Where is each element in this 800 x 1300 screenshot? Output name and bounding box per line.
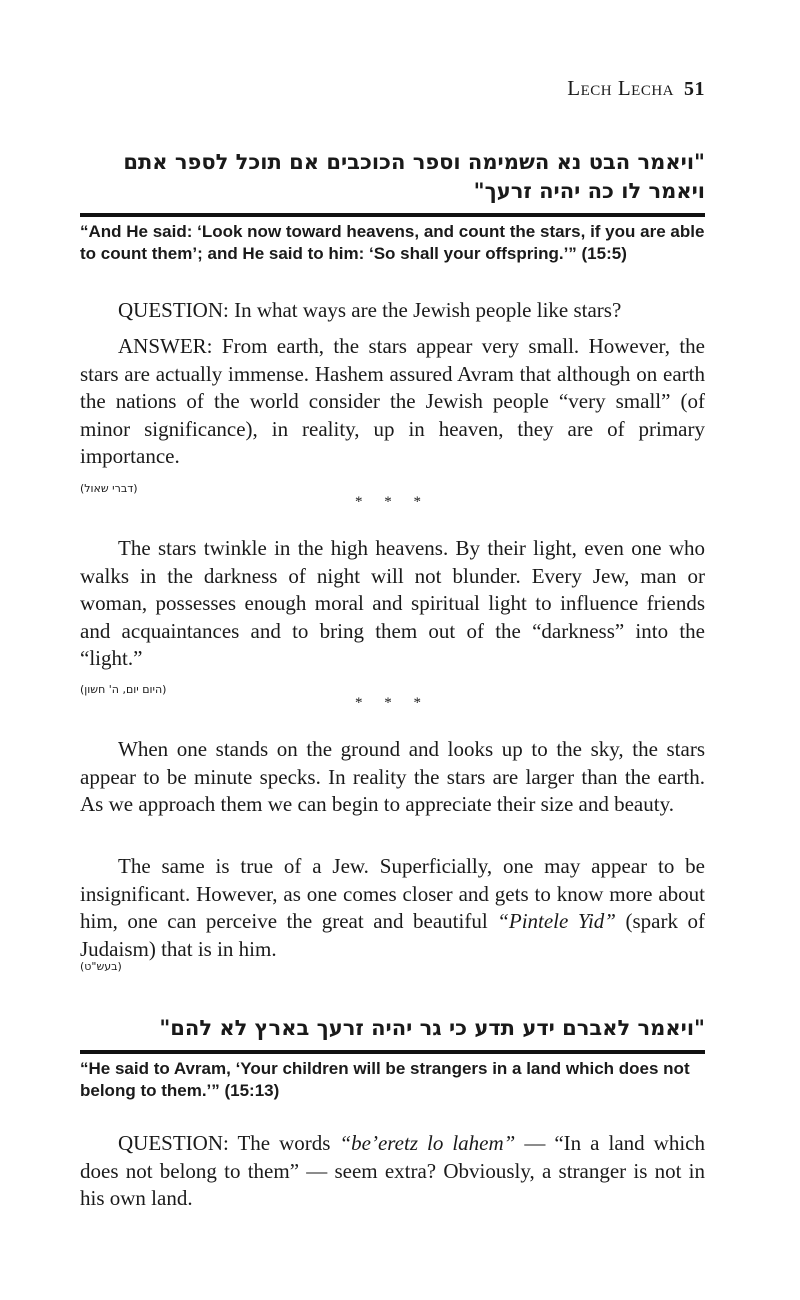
page-number: 51	[684, 78, 705, 100]
verse-rule	[80, 213, 705, 217]
verse-rule	[80, 1050, 705, 1054]
source-citation: (דברי שאול)	[80, 482, 138, 495]
hebrew-phrase-term: “be’eretz lo lahem”	[339, 1131, 516, 1155]
section-separator: * * *	[355, 494, 430, 510]
verse-block-1	[80, 148, 705, 265]
running-head	[567, 76, 705, 101]
source-citation: (היום יום, ה' חשון)	[80, 683, 167, 696]
pintele-yid-term: “Pintele Yid”	[497, 909, 616, 934]
question-text: QUESTION: The words	[118, 1131, 340, 1155]
question-text-end: — “In a land which does not belong to them” — seem extra? Obviously, a stranger is not in his own land.	[80, 1131, 705, 1211]
ground-paragraph: When one stands on the ground and looks up to the sky, the stars appear to be minute specks. In reality the stars are larger than the earth. As we approach them we can begin to appreciate their size and beauty.	[80, 737, 705, 817]
chapter-title: Lech Lecha	[567, 76, 674, 100]
verse-block-2	[80, 1014, 705, 1102]
section-separator: * * *	[355, 695, 430, 711]
question-paragraph: QUESTION: In what ways are the Jewish people like stars?	[118, 298, 622, 322]
hebrew-verse-line: "ויאמר לאברם ידע תדע כי גר יהיה זרעך בארץ לא להם"	[159, 1016, 705, 1040]
twinkle-paragraph: The stars twinkle in the high heavens. By their light, even one who walks in the darkness of night will not blunder. Every Jew, man or woman, possesses enough moral and spiritual light to influence friends and acquaintances and to bring them out of the “darkness” into the “light.”	[80, 536, 705, 671]
answer-paragraph: ANSWER: From earth, the stars appear very small. However, the stars are actually immense. Hashem assured Avram that although on earth the nations of the world consider the Jewish people “very small” (of minor significance), in reality, up in heaven, they are of primary importance.	[80, 334, 705, 469]
hebrew-verse-line-1: "ויאמר הבט נא השמימה וספר הכוכבים אם תוכל לספר אתם	[123, 150, 705, 174]
english-verse: “And He said: ‘Look now toward heavens, and count the stars, if you are able to count them’; and He said to him: ‘So shall your offspring.’” (15:5)	[80, 222, 705, 263]
source-citation: (בעש"ט)	[80, 960, 122, 973]
hebrew-verse-line-2: ויאמר לו כה יהיה זרעך"	[473, 179, 705, 203]
english-verse: “He said to Avram, ‘Your children will be strangers in a land which does not belong to them.’” (15:13)	[80, 1059, 690, 1100]
same-paragraph-text: The same is true of a Jew. Superficially, one may appear to be insignificant. However, as one comes closer and gets to know more about him, one can perceive the great and beautiful	[80, 854, 705, 934]
question-paragraph-2	[80, 1130, 705, 1213]
same-paragraph	[80, 853, 705, 963]
same-paragraph-text-end: (spark of Judaism) that is in him.	[80, 909, 705, 961]
book-page	[80, 0, 705, 1300]
